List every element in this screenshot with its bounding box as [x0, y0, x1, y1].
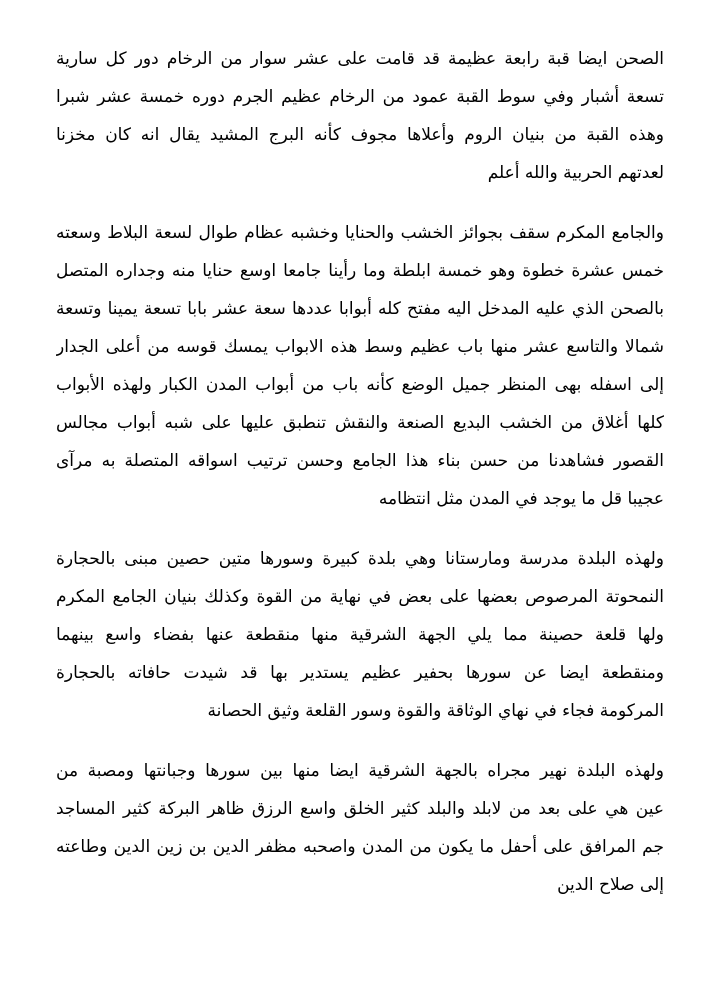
paragraph-1 [56, 40, 664, 192]
text-line: لعدتهم الحربية والله أعلم [487, 163, 664, 183]
text-line: كلها أغلاق من الخشب البديع الصنعة والنقش تنطبق عليها على شبه أبواب مجالس [56, 413, 664, 433]
text-line: بالصحن الذي عليه المدخل اليه مفتح كله أبوابا عددها سعة عشر بابا تسعة يمينا وتسعة [56, 299, 664, 319]
text-line: القصور فشاهدنا من حسن بناء هذا الجامع وحسن ترتيب اسواقه المتصلة به مرآى [56, 451, 664, 471]
text-line: ولها قلعة حصينة مما يلي الجهة الشرقية منها منقطعة عنها بفضاء واسع بينهما [56, 625, 664, 645]
text-line: تسعة أشبار وفي سوط القبة عمود من الرخام عظيم الجرم دوره خمسة عشر شبرا [56, 87, 664, 107]
text-line: إلى اسفله بهى المنظر جميل الوضع كأنه باب من أبواب المدن الكبار ولهذه الأبواب [56, 375, 664, 395]
text-line: عين هي على بعد من لابلد والبلد كثير الخلق واسع الرزق ظاهر البركة كثير المساجد [56, 799, 664, 819]
text-line: شمالا والتاسع عشر منها باب عظيم وسط هذه الابواب يمسك قوسه من أعلى الجدار [56, 337, 664, 357]
text-line: النمحوتة المرصوص بعضها على بعض في نهاية من القوة وكذلك بنيان الجامع المكرم [56, 587, 664, 607]
paragraph-2 [56, 214, 664, 518]
text-line: وهذه القبة من بنيان الروم وأعلاها مجوف كأنه البرج المشيد يقال انه كان مخزنا [56, 125, 664, 145]
paragraph-4 [56, 752, 664, 904]
text-line: ومنقطعة ايضا عن سورها بحفير عظيم يستدير بها قد شيدت حافاته بالحجارة [56, 663, 664, 683]
text-line: الصحن ايضا قبة رابعة عظيمة قد قامت على عشر سوار من الرخام دور كل سارية [56, 49, 664, 69]
text-line: عجيبا قل ما يوجد في المدن مثل انتظامه [378, 489, 664, 509]
paragraph-3 [56, 540, 664, 730]
document-page [56, 40, 664, 926]
text-line: ولهذه البلدة نهير مجراه بالجهة الشرقية ايضا منها بين سورها وجبانتها ومصبة من [56, 761, 664, 781]
text-line: إلى صلاح الدين [557, 875, 664, 895]
text-line: والجامع المكرم سقف بجوائز الخشب والحنايا وخشبه عظام طوال لسعة البلاط وسعته [56, 223, 664, 243]
text-line: جم المرافق على أحفل ما يكون من المدن واصحبه مظفر الدين بن زين الدين وطاعته [56, 837, 664, 857]
text-line: ولهذه البلدة مدرسة ومارستانا وهي بلدة كبيرة وسورها متين حصين مبنى بالحجارة [56, 549, 664, 569]
text-line: المركومة فجاء في نهاي الوثاقة والقوة وسور القلعة وثيق الحصانة [207, 701, 664, 721]
text-line: خمس عشرة خطوة وهو خمسة ابلطة وما رأينا جامعا اوسع حنايا منه وجداره المتصل [56, 261, 664, 281]
